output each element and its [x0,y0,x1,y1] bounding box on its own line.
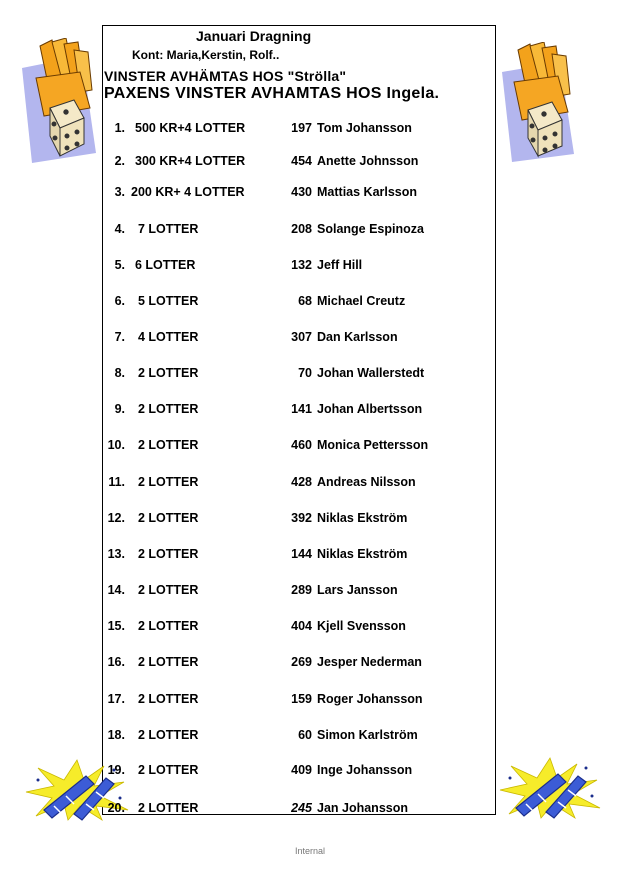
ticket-number: 392 [291,511,312,525]
pax-prize-pickup-notice: PAXENS VINSTER AVHAMTAS HOS Ingela. [104,85,440,102]
winner-row [0,801,620,817]
winner-row [0,258,620,274]
prize: 200 KR+ 4 LOTTER [131,185,245,199]
prize: 4 LOTTER [138,330,199,344]
ticket-number: 159 [291,692,312,706]
rank: 2. [114,154,125,168]
rank: 14. [107,583,125,597]
dice-clipart [22,38,104,163]
rank: 20. [107,801,125,815]
rank: 8. [114,366,125,380]
rank: 1. [114,121,125,135]
winner-row [0,763,620,779]
ticket-number: 409 [291,763,312,777]
ticket-number: 430 [291,185,312,199]
rank: 11. [108,475,125,489]
ticket-number: 144 [291,547,312,561]
winner-row [0,438,620,454]
prize: 2 LOTTER [138,763,199,777]
rank: 4. [114,222,125,236]
ticket-number: 289 [291,583,312,597]
ticket-number: 197 [291,121,312,135]
winner-row [0,511,620,527]
rank: 5. [114,258,125,272]
winner-row [0,185,620,201]
winner-name: Jesper Nederman [317,655,422,669]
rank: 16. [107,655,125,669]
winner-name: Kjell Svensson [317,619,406,633]
winner-name: Inge Johansson [317,763,413,777]
winner-row [0,366,620,382]
prize: 300 KR+4 LOTTER [135,154,246,168]
winner-row [0,475,620,491]
rank: 10. [107,438,125,452]
winner-name: Solange Espinoza [317,222,424,236]
rank: 12. [107,511,125,525]
winner-name: Andreas Nilsson [317,475,416,489]
classification-label: Internal [294,846,326,856]
winner-name: Johan Wallerstedt [317,366,425,380]
ticket-number: 460 [291,438,312,452]
winner-name: Jan Johansson [317,801,408,815]
prize-pickup-notice: VINSTER AVHÄMTAS HOS "Strölla" [104,68,347,84]
ticket-number: 245 [291,801,312,815]
prize: 2 LOTTER [138,655,199,669]
ticket-number: 208 [291,222,312,236]
rank: 19. [107,763,125,777]
ticket-number: 269 [291,655,312,669]
winner-row [0,619,620,635]
ticket-number: 428 [291,475,312,489]
prize: 2 LOTTER [138,692,199,706]
rank: 15. [107,619,125,633]
winner-row [0,547,620,563]
winner-row [0,294,620,310]
rank: 13. [107,547,125,561]
ticket-number: 454 [291,154,312,168]
prize: 2 LOTTER [138,438,199,452]
prize: 2 LOTTER [138,801,199,815]
winner-name: Dan Karlsson [317,330,398,344]
prize: 2 LOTTER [138,511,199,525]
rank: 9. [114,402,125,416]
winner-name: Jeff Hill [317,258,363,272]
winner-name: Tom Johansson [317,121,412,135]
contact-line: Kont: Maria,Kerstin, Rolf.. [132,48,280,62]
winner-row [0,402,620,418]
winner-name: Johan Albertsson [317,402,423,416]
winner-row [0,692,620,708]
winner-name: Simon Karlström [317,728,418,742]
winner-row [0,583,620,599]
winner-name: Niklas Ekström [317,547,408,561]
winner-row [0,222,620,238]
ticket-number: 307 [291,330,312,344]
winner-name: Roger Johansson [317,692,423,706]
winner-name: Monica Pettersson [317,438,429,452]
prize: 2 LOTTER [138,366,199,380]
winner-row [0,655,620,671]
prize: 5 LOTTER [138,294,199,308]
prize: 2 LOTTER [138,583,199,597]
winner-name: Niklas Ekström [317,511,408,525]
prize: 2 LOTTER [138,402,199,416]
winner-name: Anette Johnsson [317,154,419,168]
rank: 18. [107,728,125,742]
winner-row [0,728,620,744]
prize: 2 LOTTER [138,728,199,742]
ticket-number: 404 [291,619,312,633]
ticket-number: 132 [291,258,312,272]
prize: 2 LOTTER [138,547,199,561]
dice-clipart [502,42,584,162]
prize: 7 LOTTER [138,222,199,236]
ticket-number: 68 [298,294,312,308]
winner-name: Lars Jansson [317,583,398,597]
winner-name: Mattias Karlsson [317,185,418,199]
rank: 6. [114,294,125,308]
ticket-number: 141 [291,402,312,416]
winner-row [0,121,620,137]
rank: 17. [107,692,125,706]
prize: 2 LOTTER [138,619,199,633]
prize: 6 LOTTER [135,258,196,272]
rank: 7. [114,330,125,344]
winner-row [0,330,620,346]
prize: 2 LOTTER [138,475,199,489]
ticket-number: 70 [298,366,312,380]
winner-row [0,154,620,170]
winner-name: Michael Creutz [317,294,406,308]
ticket-number: 60 [298,728,312,742]
rank: 3. [114,185,125,199]
prize: 500 KR+4 LOTTER [135,121,246,135]
